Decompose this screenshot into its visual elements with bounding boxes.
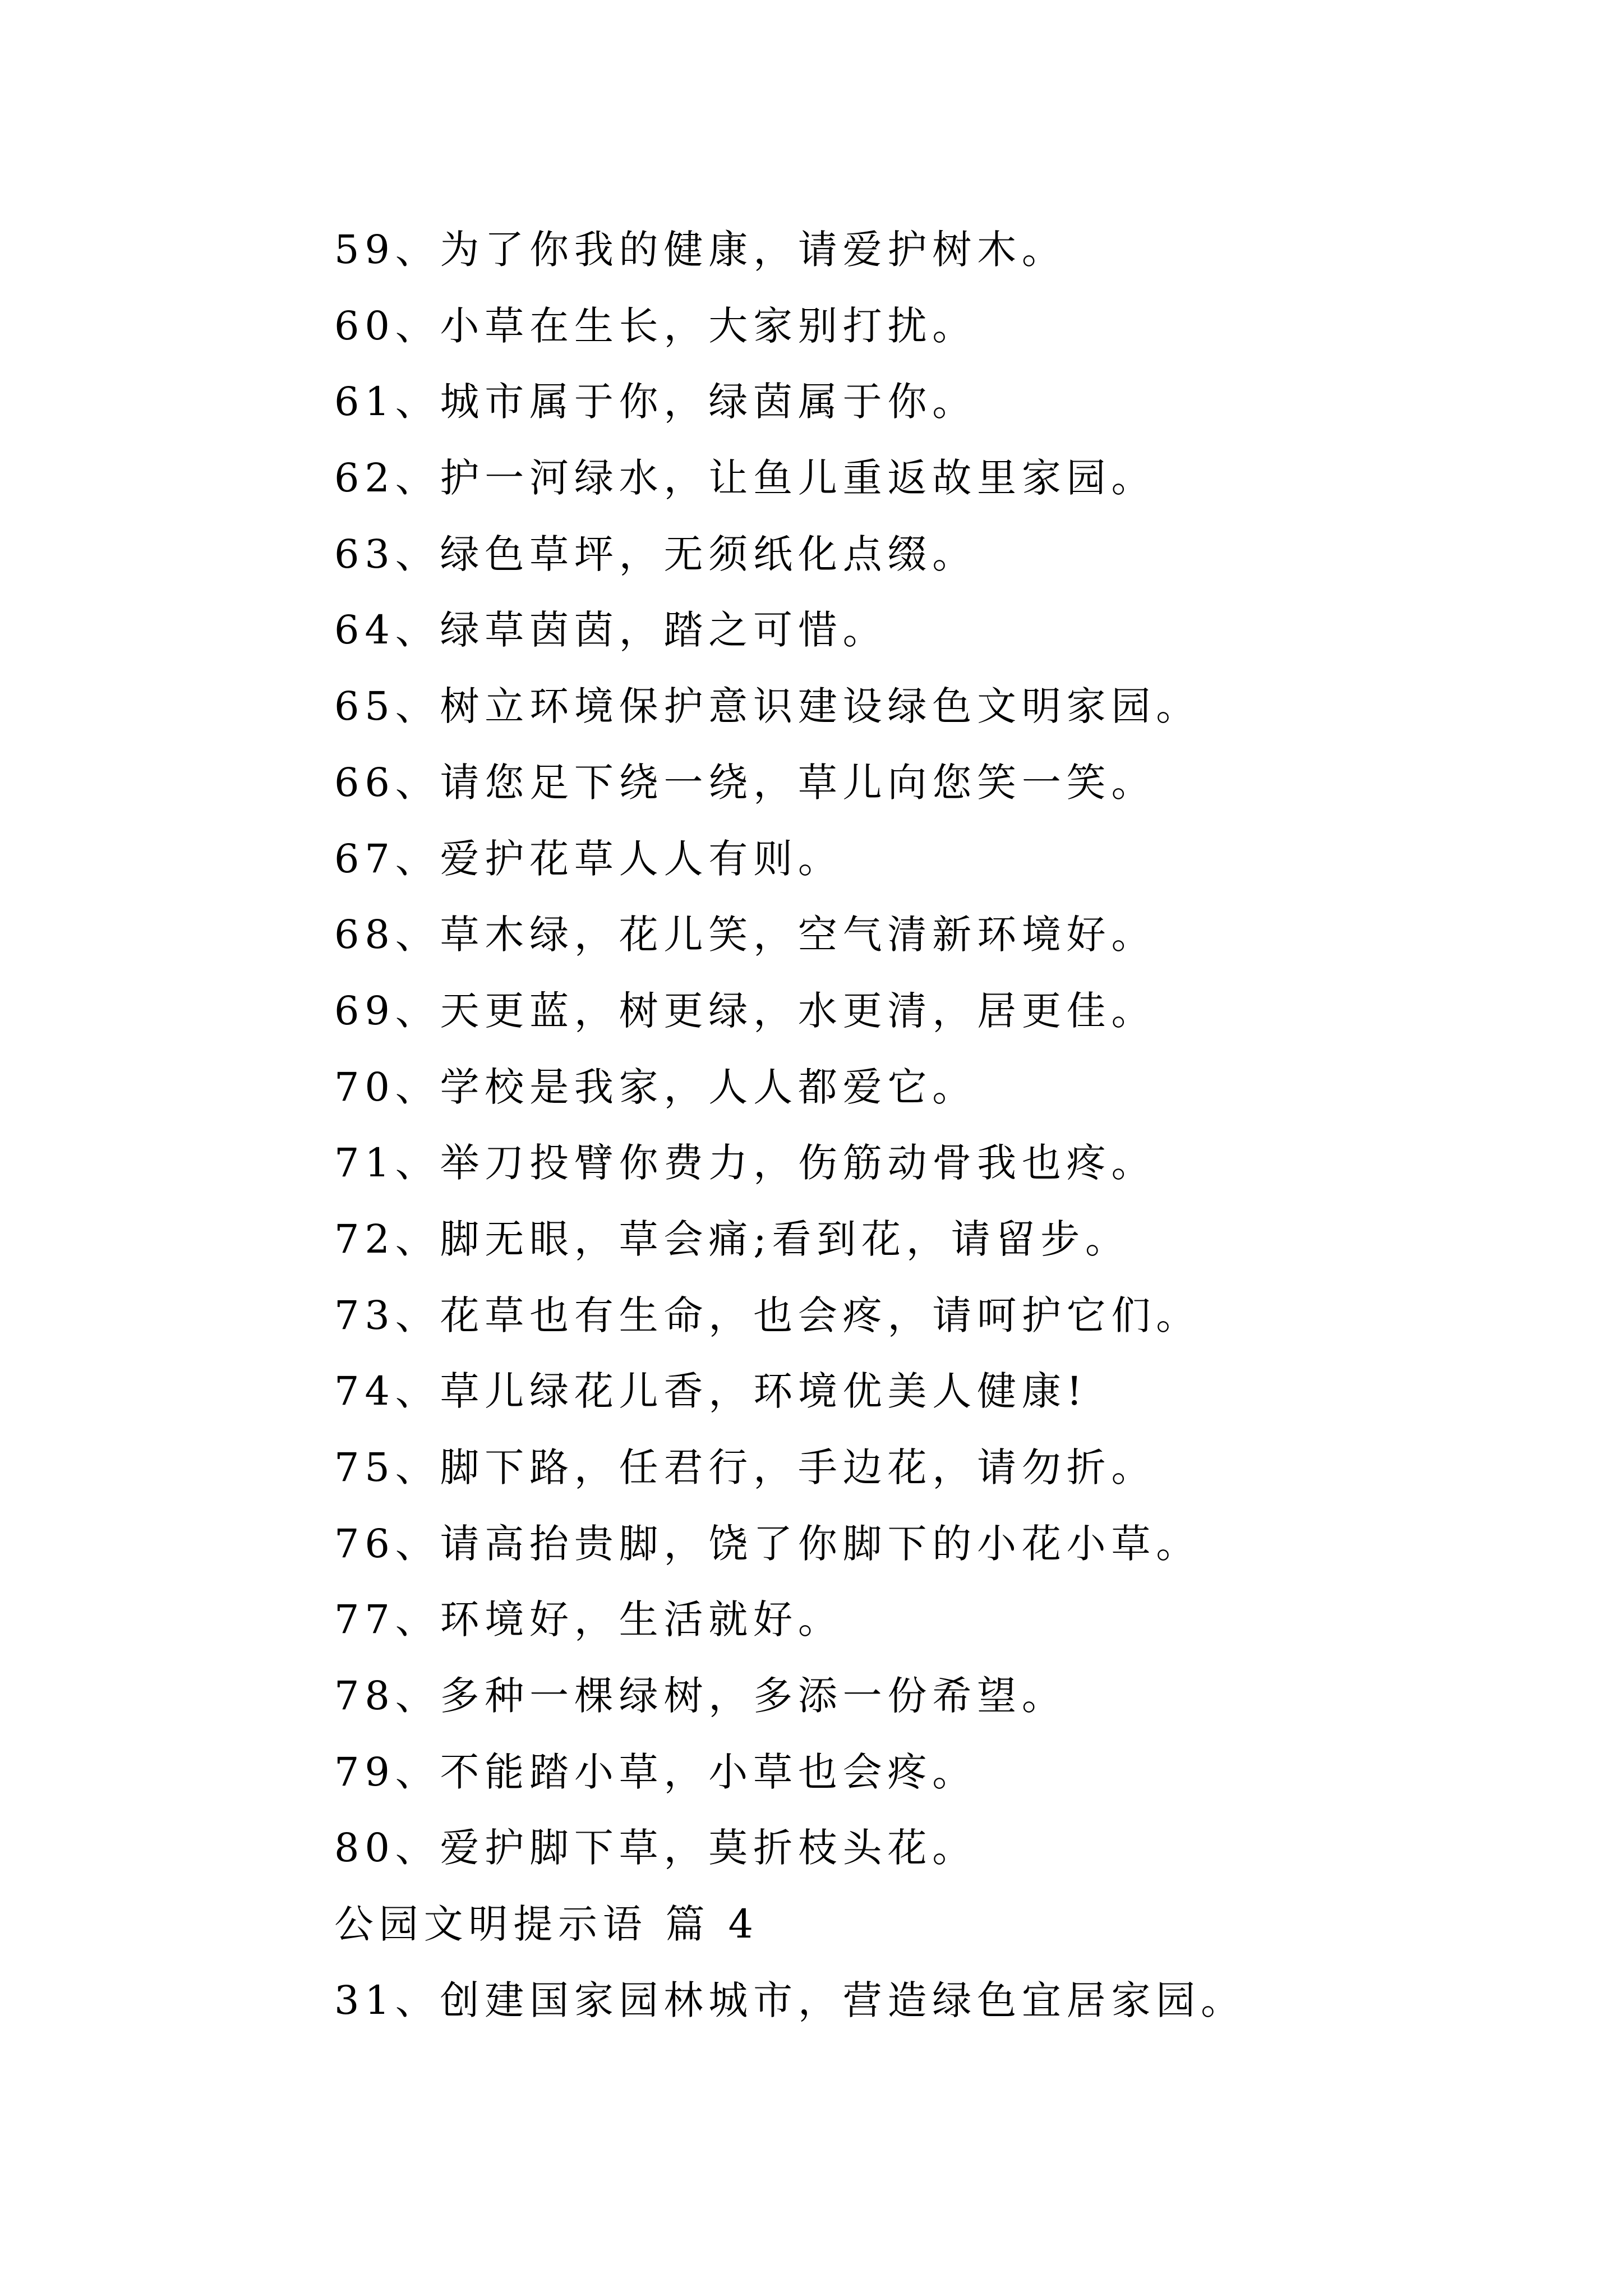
slogan-line: 62、护一河绿水，让鱼儿重返故里家园。: [334, 455, 1156, 501]
slogan-line: 70、学校是我家，人人都爱它。: [334, 1064, 978, 1110]
slogan-line: 80、爱护脚下草，莫折枝头花。: [334, 1825, 978, 1871]
slogan-line: 72、脚无眼，草会痛;看到花，请留步。: [334, 1216, 1130, 1262]
slogan-line: 69、天更蓝，树更绿，水更清，居更佳。: [334, 987, 1156, 1034]
section-heading: 公园文明提示语 篇 4: [334, 1901, 759, 1948]
slogan-line: 73、花草也有生命，也会疼，请呵护它们。: [334, 1292, 1201, 1338]
slogan-line: 77、环境好，生活就好。: [334, 1596, 843, 1643]
slogan-line: 74、草儿绿花儿香，环境优美人健康!: [334, 1368, 1088, 1415]
slogan-line: 60、小草在生长，大家别打扰。: [334, 302, 978, 349]
document-body: [334, 212, 1512, 2039]
slogan-line: 68、草木绿，花儿笑，空气清新环境好。: [334, 912, 1156, 958]
slogan-line: 65、树立环境保护意识建设绿色文明家园。: [334, 683, 1201, 730]
slogan-line: 75、脚下路，任君行，手边花，请勿折。: [334, 1444, 1156, 1490]
slogan-line: 78、多种一棵绿树，多添一份希望。: [334, 1673, 1067, 1719]
slogan-line: 59、为了你我的健康，请爱护树木。: [334, 227, 1067, 273]
slogan-line: 31、创建国家园林城市，营造绿色宜居家园。: [334, 1977, 1246, 2023]
slogan-line: 63、绿色草坪，无须纸化点缀。: [334, 531, 978, 577]
slogan-line: 61、城市属于你，绿茵属于你。: [334, 379, 978, 425]
slogan-line: 79、不能踏小草，小草也会疼。: [334, 1749, 978, 1795]
slogan-line: 71、举刀投臂你费力，伤筋动骨我也疼。: [334, 1140, 1156, 1186]
slogan-line: 67、爱护花草人人有则。: [334, 835, 843, 882]
slogan-line: 76、请高抬贵脚，饶了你脚下的小花小草。: [334, 1520, 1201, 1567]
slogan-line: 64、绿草茵茵，踏之可惜。: [334, 607, 888, 654]
slogan-line: 66、请您足下绕一绕，草儿向您笑一笑。: [334, 759, 1156, 806]
